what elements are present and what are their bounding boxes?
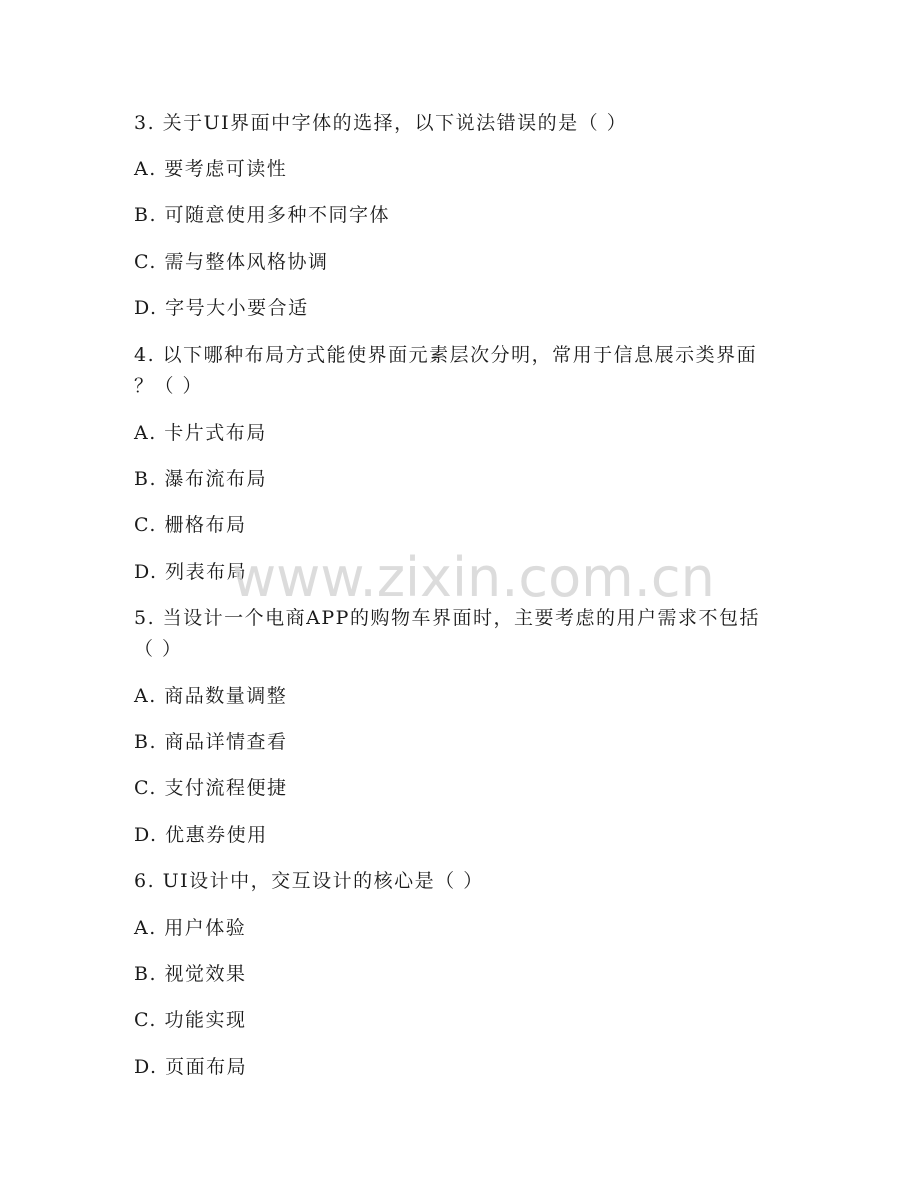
- question-3-stem: 3. 关于UI界面中字体的选择，以下说法错误的是（ ）: [134, 112, 628, 134]
- question-4-option-a: A. 卡片式布局: [134, 422, 267, 444]
- question-3-option-d: D. 字号大小要合适: [134, 297, 309, 319]
- question-3-option-b: B. 可随意使用多种不同字体: [134, 204, 391, 226]
- question-4-stem-continued: ？（ ）: [134, 375, 204, 397]
- question-5-option-c: C. 支付流程便捷: [134, 777, 288, 799]
- question-5-stem-continued: （ ）: [134, 638, 183, 660]
- question-5-option-a: A. 商品数量调整: [134, 685, 288, 707]
- question-5-option-d: D. 优惠券使用: [134, 824, 268, 846]
- question-3-option-c: C. 需与整体风格协调: [134, 251, 329, 273]
- question-4-stem: 4. 以下哪种布局方式能使界面元素层次分明，常用于信息展示类界面: [134, 344, 758, 366]
- question-5-option-b: B. 商品详情查看: [134, 731, 288, 753]
- question-6-option-d: D. 页面布局: [134, 1056, 248, 1078]
- question-4-option-c: C. 栅格布局: [134, 514, 247, 536]
- question-4-option-d: D. 列表布局: [134, 561, 248, 583]
- question-5-stem: 5. 当设计一个电商APP的购物车界面时，主要考虑的用户需求不包括: [134, 607, 760, 629]
- question-6-option-a: A. 用户体验: [134, 917, 247, 939]
- question-3-option-a: A. 要考虑可读性: [134, 158, 288, 180]
- question-4-option-b: B. 瀑布流布局: [134, 468, 268, 490]
- question-6-option-b: B. 视觉效果: [134, 963, 247, 985]
- question-6-stem: 6. UI设计中，交互设计的核心是（ ）: [134, 870, 484, 892]
- watermark-text: www.zixin.com.cn: [232, 546, 715, 609]
- question-6-option-c: C. 功能实现: [134, 1009, 247, 1031]
